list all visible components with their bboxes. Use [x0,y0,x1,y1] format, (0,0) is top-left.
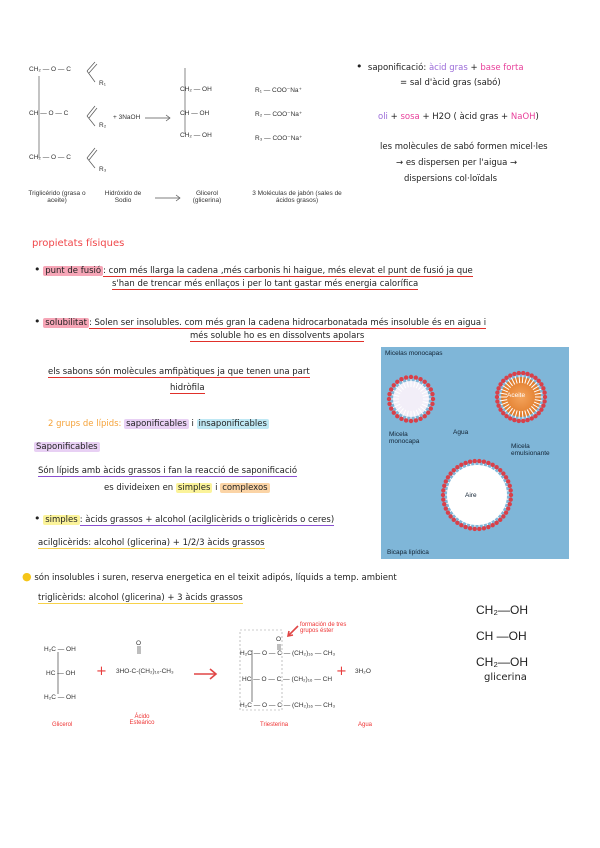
eq-sosa: sosa [400,112,420,122]
micelle-figure [381,347,569,559]
sap-acid: àcid gras [428,63,468,73]
lipid-head [512,372,516,376]
triestearin-reaction [40,622,380,732]
product-line-3: H₂C — O — C — (CH₂)₁₆ — CH₃ [240,702,336,709]
lipid-head [477,459,481,463]
product-carbonyl-o: O [276,636,282,643]
lipid-head [508,488,512,492]
lipid-head [525,372,529,376]
triglyceride-line-2: CH — O — C [29,110,69,117]
lipid-head [448,471,452,475]
lipid-head [429,406,433,410]
sap-result: = sal d'àcid gras (sabó) [400,78,501,88]
fusion-line-2 [112,279,418,289]
lipid-head [541,386,545,390]
simples-def: : àcids grassos + alcohol (acilglicèrids o triglicèrids o ceres) [79,515,335,525]
lipid-head [414,375,418,379]
lipid-head [521,419,525,423]
triglyceride-line-1: CH₂ — O — C [29,66,71,73]
lipid-head [490,463,494,467]
soap-text-1: els sabons són molècules amfipàtiques ja que tenen una part [48,367,310,377]
lipid-head [495,399,499,403]
lipid-groups-intro: 2 grups de lípids: [48,419,122,429]
lipid-head [452,518,456,522]
lipid-head [430,392,434,396]
sap-equation: oli + sosa + H2O ( àcid gras + NaOH) [378,112,539,122]
lipid-head [409,375,413,379]
lipid-head [506,506,510,510]
lipid-head [494,465,498,469]
lipid-head [509,493,513,497]
acid-formula: 3HO-C-(CH₂)₁₆-CH₃ [116,668,174,675]
glicerol-line-3: H₂C — OH [44,694,76,701]
lipid-head [486,525,490,529]
lipid-head [442,484,446,488]
product-line-2: HC — O — C — (CH₂)₁₆ — CH [242,676,333,683]
lipid-head [495,390,499,394]
micelles-line-3: dispersions col·loïdals [404,174,498,184]
lipid-head [448,514,452,518]
product-line-1: H₂C — O — C — (CH₂)₁₆ — CH₃ [240,650,336,657]
lipid-head [542,390,546,394]
sap-def-text-2b: i [215,483,218,493]
micelle-oil-label: Aceite [507,392,526,399]
lipid-head [426,383,430,387]
solubility-line-1: • solubilitat : Solen ser insolubles. com més gran la cadena hidrocarbonatada més insoluble és en aigua i [34,315,487,328]
glicerol-line-2: HC — OH [46,670,76,677]
lipid-head [486,461,490,465]
lipid-head [423,414,427,418]
lipid-head [504,510,508,514]
acid-carbonyl-o: O [136,640,142,647]
lipid-head [459,523,463,527]
solubility-text-1: : Solen ser insolubles. com més gran la cadena hidrocarbonatada més insoluble és en aigua i [88,318,487,328]
soap-1: R₁ — COO⁻Na⁺ [255,87,302,94]
glycerin-line-1: CH₂—OH [476,603,528,617]
acil-line [38,538,265,548]
micelle-bilayer-label: Bicapa lipídica [387,549,429,556]
eq-naoh: NaOH [510,112,536,122]
triglyceride-line-3: CH₂ — O — C [29,154,71,161]
sap-def-text-1: Són lípids amb àcids grassos i fan la reacció de saponificació [38,466,298,476]
label-triesterina: Triesterina [260,722,289,728]
micelle-air-label: Aire [465,492,477,499]
glycerin-line-2: CH —OH [476,629,527,643]
lipid-head [495,395,499,399]
lipid-head [508,416,512,420]
r-group-1: R₁ [99,80,106,87]
caption-triglyceride: Triglicérido (grasa o aceite) [28,190,86,204]
lipid-head [508,497,512,501]
ester-note: formación de tres grupos éster [300,622,347,634]
lipid-head [414,418,418,422]
lipid-head [504,414,508,418]
soap-line-2 [170,383,205,393]
lipid-head [441,497,445,501]
lipid-head [441,493,445,497]
lipid-head [444,506,448,510]
fusion-line-1: • punt de fusió : com més llarga la cadena ,més carbonis hi haigue, més elevat el punt de fusió ja que [34,263,473,276]
lipid-head [525,418,529,422]
lipid-head [533,376,537,380]
lipid-head [442,502,446,506]
fusion-text-1: : com més llarga la cadena ,més carbonis hi haigue, més elevat el punt de fusió ja que [103,266,473,276]
sap-base: base forta [480,63,524,73]
lipid-head [490,523,494,527]
glycerol-line-3: CH₂ — OH [180,132,212,139]
lipid-head [446,510,450,514]
sap-def-line-1 [38,466,297,476]
lipid-head [463,525,467,529]
lipid-head [463,461,467,465]
r-group-2: R₂ [99,122,107,129]
sap-def-line-2 [104,483,270,493]
lipid-groups-insap: insaponificables [198,419,267,429]
lipid-head [389,387,393,391]
soap-3: R₃ — COO⁻Na⁺ [255,135,303,142]
glycerol-line-1: CH₂ — OH [180,86,212,93]
micelle-title: Micelas monocapas [385,350,443,357]
lipid-groups-and: i [191,419,194,429]
lipid-head [498,382,502,386]
lipid-groups-line [48,419,269,429]
lipid-head [539,407,543,411]
lipid-head [496,403,500,407]
glycerin-structure [476,597,528,675]
lipid-head [404,375,408,379]
lipid-head [508,502,512,506]
lipid-head [395,380,399,384]
label-agua: Agua [358,722,373,728]
fusion-term: punt de fusió [45,266,102,276]
glycerin-label: glicerina [484,672,527,683]
micelle-water-label: Agua [453,429,469,436]
sap-label: saponificació: [367,63,427,73]
sap-bullet-line: • saponificació: àcid gras + base forta [356,60,524,73]
lipid-head [472,527,476,531]
lipid-head [517,419,521,423]
soap-line-1 [48,367,310,377]
plus-sign-1: + [96,664,107,679]
sap-subheading-text: Saponificables [36,442,98,452]
lipid-head [517,371,521,375]
sap-def-complexos: complexos [222,483,268,493]
lipid-head [498,407,502,411]
insol-bullet: ● [22,570,32,583]
lipid-head [537,411,541,415]
lipid-head [446,475,450,479]
lipid-head [459,463,463,467]
lipid-head [399,417,403,421]
eq-h2o: H2O ( àcid gras + [432,112,509,122]
acil-text: acilglicèrids: alcohol (glicerina) + 1/2/3 àcids grassos [38,538,265,548]
lipid-head [504,376,508,380]
lipid-head [542,399,546,403]
lipid-head [477,527,481,531]
lipid-head [529,373,533,377]
sap-def-text-2a: es divideixen en [104,483,174,493]
eq-close: ) [535,112,539,122]
lipid-head [512,418,516,422]
micelles-line-1: les molècules de sabó formen micel·les [380,142,548,152]
lipid-head [537,379,541,383]
lipid-head [387,392,391,396]
lipid-head [409,419,413,423]
lipid-head [431,397,435,401]
lipid-head [521,371,525,375]
glicerol-line-1: H₂C — OH [44,646,76,653]
lipid-head [426,411,430,415]
saponification-diagram [25,48,355,218]
lipid-head [389,406,393,410]
lipid-head [482,526,486,530]
lipid-head [498,518,502,522]
lipid-head [496,386,500,390]
lipid-head [501,411,505,415]
fusion-text-2: s'han de trencar més enllaços i per lo tant gastar més energia calorífica [112,279,419,289]
lipid-head [430,402,434,406]
lipid-head [418,377,422,381]
micelle-emulsion-label: Micela emulsionante [511,443,550,457]
lipid-head [508,373,512,377]
insol-line [22,570,397,583]
micelle-monolayer-label: Micela monocapa [389,431,420,445]
soap-2: R₂ — COO⁻Na⁺ [255,111,303,118]
lipid-head [501,514,505,518]
lipid-head [455,465,459,469]
lipid-head [543,395,547,399]
monolayer-micelle [387,375,435,423]
lipid-head [444,479,448,483]
sap-plus: + [470,63,478,73]
lipid-head [395,414,399,418]
lipid-head [482,460,486,464]
lipid-head [455,521,459,525]
solubility-text-2: més soluble ho es en dissolvents apolars [190,331,365,341]
lipid-head [501,471,505,475]
water-formula: 3H₂O [355,668,371,675]
solubility-line-2 [190,331,364,341]
lipid-head [404,418,408,422]
label-acido-estearico: Ácido Esteárico [129,714,155,726]
glycerin-line-3: CH₂—OH [476,655,528,669]
micelles-line-2: → es dispersen per l'aigua → [396,158,518,168]
solubility-term: solubilitat [45,318,87,328]
r-group-3: R₃ [99,166,107,173]
soap-text-2: hidròfila [170,383,205,393]
glycerol-line-2: CH — OH [180,110,210,117]
lipid-head [441,488,445,492]
naoh-reagent: + 3NaOH [113,114,141,121]
lipid-head [472,459,476,463]
lipid-head [387,402,391,406]
lipid-head [392,383,396,387]
lipid-head [494,521,498,525]
lipid-head [468,460,472,464]
lipid-head [498,468,502,472]
trig-line [38,593,243,603]
eq-oli: oli [378,112,388,122]
air-micelle [441,459,513,531]
lipid-head [529,416,533,420]
label-glicerol: Glicerol [52,722,73,728]
physical-heading: propietats físiques [32,238,125,249]
lipid-head [539,382,543,386]
lipid-head [501,379,505,383]
lipid-head [392,411,396,415]
lipid-head [533,414,537,418]
trig-text: triglicèrids: alcohol (glicerina) + 3 àcids grassos [38,593,243,603]
lipid-head [508,484,512,488]
lipid-head [387,397,391,401]
simples-term: simples [45,515,78,525]
lipid-head [418,417,422,421]
caption-soaps: 3 Moléculas de jabón (sales de ácidos grasos) [252,190,342,204]
simples-line: • simples : àcids grassos + alcohol (acilglicèrids o triglicèrids o ceres) [34,512,335,525]
caption-naoh: Hidróxido de Sodio [104,190,142,204]
sap-def-simples: simples [177,483,211,493]
lipid-head [423,380,427,384]
lipid-head [506,479,510,483]
plus-sign-2: + [336,664,347,679]
lipid-head [468,526,472,530]
lipid-groups-sap: saponificables [126,419,187,429]
sap-subheading [34,442,100,452]
lipid-head [504,475,508,479]
caption-glycerol: Glicerol (glicerina) [192,190,222,204]
lipid-head [399,377,403,381]
lipid-head [429,387,433,391]
insol-text: són insolubles i suren, reserva energetica en el teixit adipós, líquids a temp. ambient [34,573,397,583]
lipid-head [541,403,545,407]
lipid-head [452,468,456,472]
